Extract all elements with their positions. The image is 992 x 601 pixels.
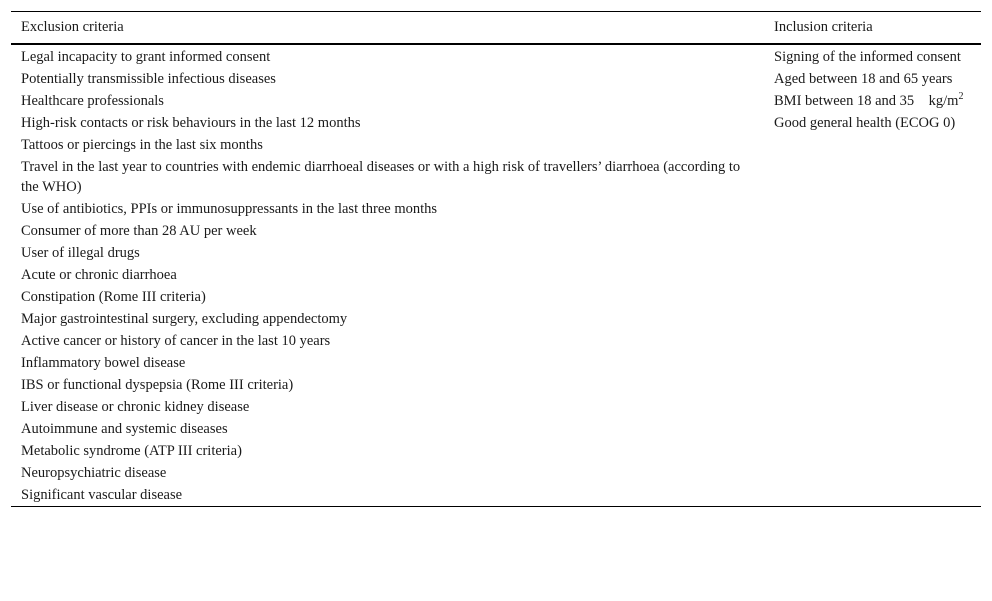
inclusion-criterion (764, 286, 981, 308)
inclusion-criterion (764, 264, 981, 286)
table-row (11, 264, 981, 286)
exclusion-criterion: Major gastrointestinal surgery, excluding appendectomy (21, 311, 348, 327)
inclusion-criterion (764, 156, 981, 198)
inclusion-criterion (764, 112, 981, 134)
inclusion-criterion-text: BMI between 18 and 35 kg/m (774, 93, 959, 109)
exclusion-criterion: Healthcare professionals (21, 93, 164, 109)
inclusion-criterion (764, 418, 981, 440)
criteria-table-container (11, 11, 981, 507)
header-exclusion: Exclusion criteria (21, 19, 124, 35)
inclusion-criterion (764, 352, 981, 374)
table-row (11, 90, 981, 112)
table-row (11, 418, 981, 440)
inclusion-criterion-text: Good general health (ECOG 0) (774, 115, 956, 131)
inclusion-criterion (764, 330, 981, 352)
exclusion-criterion: Inflammatory bowel disease (21, 355, 186, 371)
table-header-row (11, 12, 981, 45)
exclusion-criterion: Active cancer or history of cancer in the last 10 years (21, 333, 331, 349)
inclusion-criterion (764, 198, 981, 220)
exclusion-criterion: Use of antibiotics, PPIs or immunosuppressants in the last three months (21, 201, 438, 217)
exclusion-criterion: Constipation (Rome III criteria) (21, 289, 206, 305)
table-body (11, 44, 981, 507)
exclusion-criterion: Legal incapacity to grant informed consent (21, 49, 271, 65)
inclusion-criterion (764, 134, 981, 156)
inclusion-criterion (764, 220, 981, 242)
table-row (11, 396, 981, 418)
table-row (11, 220, 981, 242)
criteria-table (11, 11, 981, 507)
exclusion-criterion: Autoimmune and systemic diseases (21, 421, 228, 437)
table-row (11, 156, 981, 198)
exclusion-criterion: Travel in the last year to countries with endemic diarrhoeal diseases or with a high risk of travellers’ diarrhoea (according to the WHO) (21, 159, 741, 195)
exclusion-criterion: Acute or chronic diarrhoea (21, 267, 177, 283)
inclusion-criterion (764, 90, 981, 112)
header-inclusion: Inclusion criteria (774, 19, 873, 35)
inclusion-criterion-text: Aged between 18 and 65 years (774, 71, 953, 87)
table-row (11, 330, 981, 352)
inclusion-criterion (764, 68, 981, 90)
exclusion-criterion: Significant vascular disease (21, 487, 183, 503)
inclusion-criterion (764, 44, 981, 68)
table-row (11, 68, 981, 90)
inclusion-criterion (764, 440, 981, 462)
table-row (11, 308, 981, 330)
table-row (11, 242, 981, 264)
exclusion-criterion: Neuropsychiatric disease (21, 465, 167, 481)
table-row (11, 440, 981, 462)
exclusion-criterion: Liver disease or chronic kidney disease (21, 399, 250, 415)
table-row (11, 44, 981, 68)
exclusion-criterion: Consumer of more than 28 AU per week (21, 223, 257, 239)
inclusion-criterion (764, 484, 981, 507)
table-row (11, 198, 981, 220)
inclusion-criterion (764, 462, 981, 484)
unit-superscript: 2 (958, 91, 964, 103)
table-row (11, 484, 981, 507)
exclusion-criterion: IBS or functional dyspepsia (Rome III criteria) (21, 377, 294, 393)
exclusion-criterion: User of illegal drugs (21, 245, 140, 261)
inclusion-criterion (764, 374, 981, 396)
inclusion-criterion (764, 308, 981, 330)
exclusion-criterion: Potentially transmissible infectious diseases (21, 71, 276, 87)
table-row (11, 134, 981, 156)
exclusion-criterion: Tattoos or piercings in the last six months (21, 137, 263, 153)
table-row (11, 462, 981, 484)
inclusion-criterion (764, 242, 981, 264)
table-row (11, 352, 981, 374)
inclusion-criterion (764, 396, 981, 418)
table-row (11, 112, 981, 134)
exclusion-criterion: High-risk contacts or risk behaviours in the last 12 months (21, 115, 361, 131)
exclusion-criterion: Metabolic syndrome (ATP III criteria) (21, 443, 242, 459)
table-row (11, 286, 981, 308)
table-row (11, 374, 981, 396)
inclusion-criterion-text: Signing of the informed consent (774, 49, 961, 65)
